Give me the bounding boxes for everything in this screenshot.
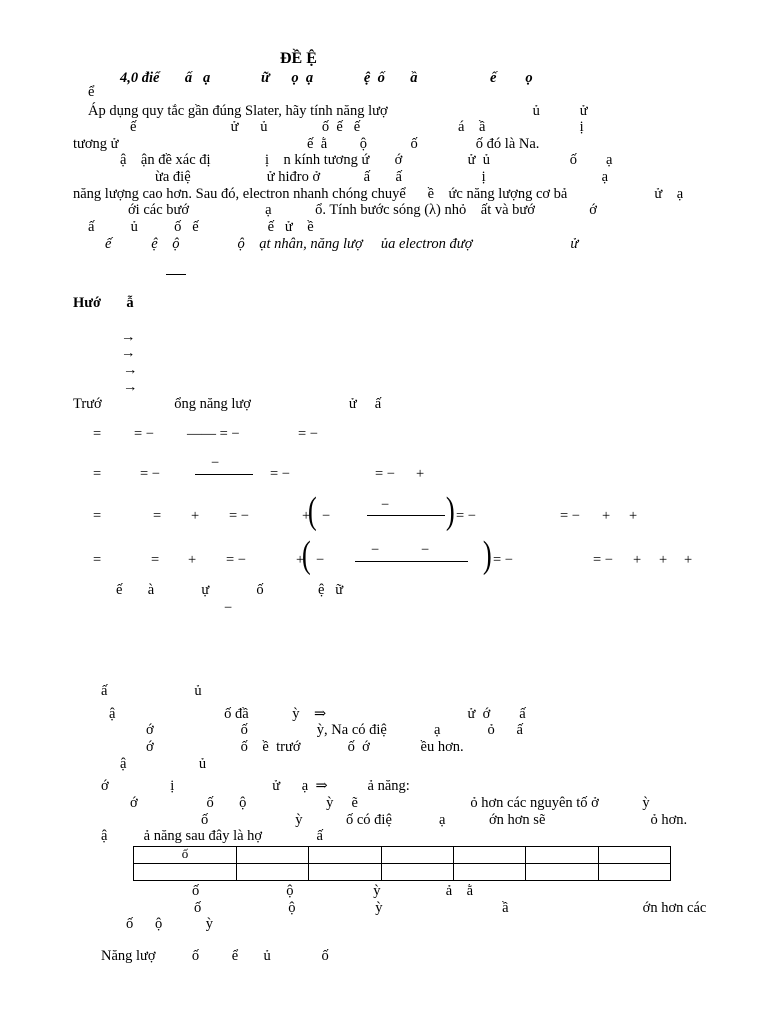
guide-line: Trướ ổng năng lượ ử ấ [73, 396, 382, 412]
eq-symbol: = − [560, 508, 580, 524]
right-paren: ) [482, 534, 492, 576]
table-cell [381, 864, 453, 881]
eq-symbol: + [296, 552, 305, 568]
eq-symbol: = − [375, 466, 395, 482]
table-cell [309, 864, 381, 881]
table-cell [526, 847, 598, 864]
question-line: ấ ủ ố ế ế ử ề [88, 219, 314, 235]
eq-symbol: − [322, 508, 331, 524]
eq-symbol: = [93, 552, 102, 568]
table-cell [598, 847, 670, 864]
table-cell [381, 847, 453, 864]
eq-symbol: + [188, 552, 197, 568]
eq-symbol: = − [593, 552, 613, 568]
fraction-bar [355, 561, 468, 562]
part2-after-line: ố ộ ỳ ầ ớn hơn các [194, 900, 707, 916]
part2-line: ậ ủ [120, 756, 207, 772]
question-line: ế ệ ộ ộ ạt nhân, năng lượ ủa electron đượ ử [105, 236, 579, 252]
table-cell [134, 864, 237, 881]
left-paren: ( [307, 490, 317, 532]
right-paren: ) [445, 490, 455, 532]
question-line: 4,0 điể ấ ạ ữ ọ ạ ệ ố ầ ế ọ [120, 70, 533, 86]
question-line: Áp dụng quy tắc gần đúng Slater, hãy tính năng lượ ủ ử [88, 103, 588, 119]
part2-line: ố ỳ ố có điệ ạ ớn hơn sẽ ỏ hơn. [201, 812, 688, 828]
left-paren: ( [301, 534, 311, 576]
eq-symbol: = − [456, 508, 476, 524]
eq-symbol: = [93, 466, 102, 482]
arrow-icon: → [121, 345, 136, 361]
equation-note: ế à ự ố ệ ữ [116, 582, 344, 598]
eq-symbol: − [421, 542, 430, 558]
table-row [134, 847, 671, 864]
question-line: ậ ận đề xác đị ị n kính tương ứ ớ ử ủ ố ạ [120, 152, 613, 168]
fraction-bar [367, 515, 445, 516]
eq-symbol: = − [226, 552, 246, 568]
part2-line: ậ ả năng sau đây là hợ ấ [101, 828, 323, 844]
part2-after-line: ố ộ ỳ ả ằ [192, 883, 474, 899]
part2-after-line: ố ộ ỳ [126, 916, 213, 932]
part2-line: ấ ủ [101, 683, 202, 699]
data-table [133, 846, 671, 881]
table-cell [526, 864, 598, 881]
equation-note-sub: − [224, 600, 233, 616]
table-cell [598, 864, 670, 881]
eq-symbol: = [151, 552, 160, 568]
part2-line: ậ ố đầ ỳ ⇒ ử ớ ấ [109, 706, 526, 722]
eq-symbol: —— = − [187, 426, 240, 442]
table-cell [453, 864, 525, 881]
table-row [134, 864, 671, 881]
part2-line: ớ ố ộ ỳ ẽ ỏ hơn các nguyên tố ở ỳ [130, 795, 650, 811]
eq-symbol: = − [140, 466, 160, 482]
table-cell [237, 864, 309, 881]
part2-line: ớ ị ử ạ ⇒ ả năng: [101, 778, 410, 794]
eq-symbol: = − [298, 426, 318, 442]
question-line: ới các bướ ạ ổ. Tính bước sóng (λ) nhỏ ất và bướ ớ [128, 202, 597, 218]
eq-symbol: − [381, 497, 390, 513]
eq-symbol: − [371, 542, 380, 558]
eq-symbol: + [633, 552, 642, 568]
fraction-bar [195, 474, 253, 475]
eq-symbol: + [302, 508, 311, 524]
eq-symbol: + [602, 508, 611, 524]
eq-symbol: = [93, 426, 102, 442]
eq-symbol: = − [229, 508, 249, 524]
guide-heading: Hướ ẫ [73, 295, 134, 311]
eq-symbol: + [416, 466, 425, 482]
part2-last-line: Năng lượ ố ể ủ ố [101, 948, 329, 964]
question-line: ừa điệ ử hiđro ở ấ ấ ị ạ [155, 169, 609, 185]
question-line: năng lượng cao hơn. Sau đó, electron nhanh chóng chuyể ề ức năng lượng cơ bả ử ạ [73, 186, 684, 202]
eq-symbol: + [684, 552, 693, 568]
eq-symbol: = − [270, 466, 290, 482]
question-line: ể [88, 84, 95, 100]
part2-line: ớ ố ề trướ ố ớ ều hơn. [146, 739, 464, 755]
short-rule [166, 274, 186, 275]
eq-symbol: + [629, 508, 638, 524]
table-cell [237, 847, 309, 864]
eq-symbol: = [153, 508, 162, 524]
page-title: ĐỀ Ệ [280, 50, 317, 67]
table-cell: ố [134, 847, 237, 864]
eq-symbol: + [659, 552, 668, 568]
question-line: ế ử ủ ố ế ế á ầ ị [130, 119, 584, 135]
part2-line: ớ ố ỳ, Na có điệ ạ ỏ ấ [146, 722, 523, 738]
arrow-icon: → [121, 329, 136, 345]
eq-symbol: − [211, 455, 220, 471]
question-line: tương ử ế ằ ộ ố ố đó là Na. [73, 136, 540, 152]
eq-symbol: = [93, 508, 102, 524]
arrow-icon: → [123, 362, 138, 378]
eq-symbol: − [316, 552, 325, 568]
table-cell [309, 847, 381, 864]
eq-symbol: = − [134, 426, 154, 442]
table-cell [453, 847, 525, 864]
eq-symbol: + [191, 508, 200, 524]
arrow-icon: → [123, 379, 138, 395]
eq-symbol: = − [493, 552, 513, 568]
